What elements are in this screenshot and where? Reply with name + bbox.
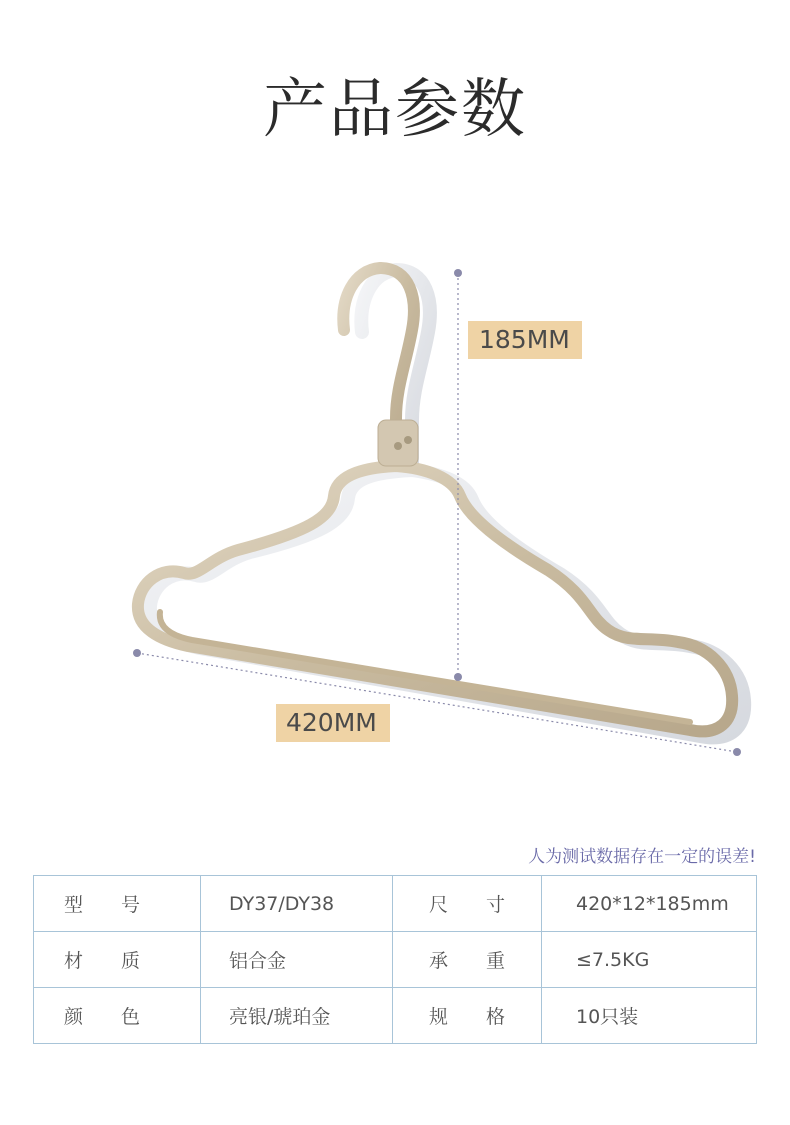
spec-value: 铝合金: [201, 932, 393, 988]
spec-value: 亮银/琥珀金: [201, 988, 393, 1044]
hanger-gold: [138, 268, 732, 731]
joint-rivet: [394, 442, 402, 450]
hanger-silver: [150, 270, 744, 737]
spec-value: 10只装: [542, 988, 757, 1044]
spec-key: 材 质: [34, 932, 201, 988]
table-row: [34, 876, 757, 932]
spec-table: [33, 875, 757, 1044]
height-dimension-end: [454, 269, 462, 277]
spec-key: 颜 色: [34, 988, 201, 1044]
spec-value: ≤7.5KG: [542, 932, 757, 988]
height-dimension-end: [454, 673, 462, 681]
spec-key: 型 号: [34, 876, 201, 932]
width-dimension-end: [733, 748, 741, 756]
table-row: [34, 988, 757, 1044]
spec-value: DY37/DY38: [201, 876, 393, 932]
joint-rivet: [404, 436, 412, 444]
spec-key: 规 格: [393, 988, 542, 1044]
width-dimension-end: [133, 649, 141, 657]
width-label: 420MM: [276, 704, 390, 742]
page-title: 产品参数: [263, 73, 527, 147]
spec-key: 承 重: [393, 932, 542, 988]
disclaimer-note: 人为测试数据存在一定的误差!: [528, 847, 756, 867]
spec-key: 尺 寸: [393, 876, 542, 932]
width-dimension-line: [137, 653, 737, 752]
table-row: [34, 932, 757, 988]
spec-value: 420*12*185mm: [542, 876, 757, 932]
height-label: 185MM: [468, 321, 582, 359]
